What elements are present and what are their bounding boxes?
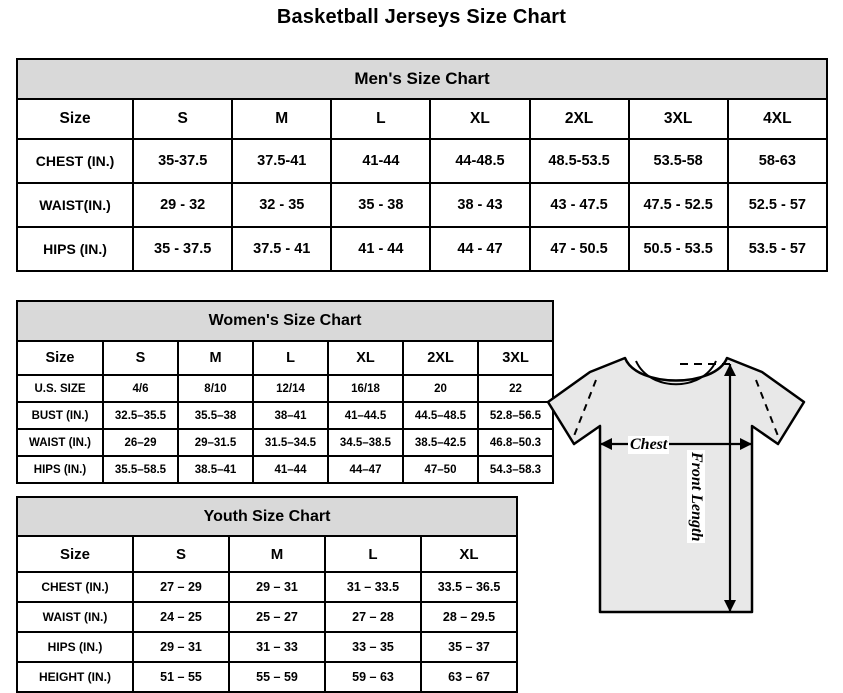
- cell-height-l: 59 – 63: [325, 662, 421, 692]
- cell-us-size-xl: 16/18: [328, 375, 403, 402]
- cell-bust-l: 38–41: [253, 402, 328, 429]
- row-label-waist: WAIST(IN.): [17, 183, 133, 227]
- column-header-xl: XL: [421, 536, 517, 572]
- cell-waist-m: 32 - 35: [232, 183, 331, 227]
- table-row: [17, 429, 553, 456]
- cell-waist-4xl: 52.5 - 57: [728, 183, 827, 227]
- cell-waist-m: 25 – 27: [229, 602, 325, 632]
- cell-waist-2xl: 38.5–42.5: [403, 429, 478, 456]
- youth-chart-banner: Youth Size Chart: [17, 497, 517, 536]
- cell-chest-4xl: 58-63: [728, 139, 827, 183]
- mens-size-chart-table: [16, 58, 828, 272]
- column-header-s: S: [133, 536, 229, 572]
- row-label-hips: HIPS (IN.): [17, 632, 133, 662]
- cell-us-size-3xl: 22: [478, 375, 553, 402]
- table-row: [17, 227, 827, 271]
- cell-chest-2xl: 48.5-53.5: [530, 139, 629, 183]
- cell-waist-s: 24 – 25: [133, 602, 229, 632]
- table-row: [17, 662, 517, 692]
- row-label-hips: HIPS (IN.): [17, 456, 103, 483]
- cell-bust-xl: 41–44.5: [328, 402, 403, 429]
- cell-hips-3xl: 50.5 - 53.5: [629, 227, 728, 271]
- row-label-waist: WAIST (IN.): [17, 602, 133, 632]
- cell-waist-l: 31.5–34.5: [253, 429, 328, 456]
- cell-chest-l: 31 – 33.5: [325, 572, 421, 602]
- cell-bust-s: 32.5–35.5: [103, 402, 178, 429]
- row-label-chest: CHEST (IN.): [17, 572, 133, 602]
- row-label-us-size: U.S. SIZE: [17, 375, 103, 402]
- cell-hips-m: 38.5–41: [178, 456, 253, 483]
- cell-waist-s: 26–29: [103, 429, 178, 456]
- table-banner-row: [17, 59, 827, 99]
- cell-hips-2xl: 47–50: [403, 456, 478, 483]
- table-row: [17, 602, 517, 632]
- chest-measurement-label: Chest: [630, 436, 668, 453]
- column-header-s: S: [133, 99, 232, 139]
- cell-hips-m: 31 – 33: [229, 632, 325, 662]
- mens-chart-banner: Men's Size Chart: [17, 59, 827, 99]
- cell-height-s: 51 – 55: [133, 662, 229, 692]
- cell-hips-l: 41–44: [253, 456, 328, 483]
- column-header-m: M: [229, 536, 325, 572]
- column-header-l: L: [331, 99, 430, 139]
- cell-waist-3xl: 47.5 - 52.5: [629, 183, 728, 227]
- table-header-row: [17, 99, 827, 139]
- cell-waist-s: 29 - 32: [133, 183, 232, 227]
- column-header-size: Size: [17, 536, 133, 572]
- cell-hips-s: 29 – 31: [133, 632, 229, 662]
- cell-waist-xl: 38 - 43: [430, 183, 529, 227]
- page-title: Basketball Jerseys Size Chart: [276, 6, 567, 28]
- cell-waist-2xl: 43 - 47.5: [530, 183, 629, 227]
- cell-hips-s: 35 - 37.5: [133, 227, 232, 271]
- cell-waist-l: 27 – 28: [325, 602, 421, 632]
- cell-chest-xl: 44-48.5: [430, 139, 529, 183]
- cell-chest-xl: 33.5 – 36.5: [421, 572, 517, 602]
- cell-bust-3xl: 52.8–56.5: [478, 402, 553, 429]
- cell-us-size-m: 8/10: [178, 375, 253, 402]
- column-header-4xl: 4XL: [728, 99, 827, 139]
- table-banner-row: [17, 497, 517, 536]
- cell-hips-2xl: 47 - 50.5: [530, 227, 629, 271]
- cell-hips-l: 41 - 44: [331, 227, 430, 271]
- cell-chest-s: 35-37.5: [133, 139, 232, 183]
- cell-us-size-2xl: 20: [403, 375, 478, 402]
- table-row: [17, 456, 553, 483]
- column-header-3xl: 3XL: [629, 99, 728, 139]
- cell-waist-l: 35 - 38: [331, 183, 430, 227]
- cell-bust-m: 35.5–38: [178, 402, 253, 429]
- table-row: [17, 183, 827, 227]
- cell-us-size-l: 12/14: [253, 375, 328, 402]
- cell-hips-xl: 35 – 37: [421, 632, 517, 662]
- table-banner-row: [17, 301, 553, 341]
- column-header-2xl: 2XL: [530, 99, 629, 139]
- cell-waist-3xl: 46.8–50.3: [478, 429, 553, 456]
- front-length-measurement-label: Front Length: [688, 452, 705, 542]
- table-row: [17, 632, 517, 662]
- column-header-size: Size: [17, 99, 133, 139]
- youth-size-chart-table: [16, 496, 518, 693]
- row-label-waist: WAIST (IN.): [17, 429, 103, 456]
- cell-chest-s: 27 – 29: [133, 572, 229, 602]
- row-label-height: HEIGHT (IN.): [17, 662, 133, 692]
- cell-chest-l: 41-44: [331, 139, 430, 183]
- cell-hips-xl: 44 - 47: [430, 227, 529, 271]
- column-header-xl: XL: [328, 341, 403, 375]
- column-header-2xl: 2XL: [403, 341, 478, 375]
- womens-size-chart-table: [16, 300, 554, 484]
- cell-height-m: 55 – 59: [229, 662, 325, 692]
- cell-hips-l: 33 – 35: [325, 632, 421, 662]
- column-header-l: L: [325, 536, 421, 572]
- cell-waist-m: 29–31.5: [178, 429, 253, 456]
- column-header-3xl: 3XL: [478, 341, 553, 375]
- row-label-hips: HIPS (IN.): [17, 227, 133, 271]
- cell-bust-2xl: 44.5–48.5: [403, 402, 478, 429]
- cell-waist-xl: 34.5–38.5: [328, 429, 403, 456]
- table-header-row: [17, 536, 517, 572]
- table-header-row: [17, 341, 553, 375]
- column-header-s: S: [103, 341, 178, 375]
- cell-height-xl: 63 – 67: [421, 662, 517, 692]
- cell-chest-m: 29 – 31: [229, 572, 325, 602]
- column-header-l: L: [253, 341, 328, 375]
- column-header-m: M: [178, 341, 253, 375]
- column-header-size: Size: [17, 341, 103, 375]
- womens-chart-banner: Women's Size Chart: [17, 301, 553, 341]
- row-label-chest: CHEST (IN.): [17, 139, 133, 183]
- column-header-xl: XL: [430, 99, 529, 139]
- cell-hips-3xl: 54.3–58.3: [478, 456, 553, 483]
- jersey-measurement-diagram: [530, 340, 830, 670]
- table-row: [17, 572, 517, 602]
- cell-hips-4xl: 53.5 - 57: [728, 227, 827, 271]
- table-row: [17, 402, 553, 429]
- cell-hips-s: 35.5–58.5: [103, 456, 178, 483]
- cell-hips-xl: 44–47: [328, 456, 403, 483]
- jersey-shirt-icon: [530, 340, 830, 670]
- table-row: [17, 139, 827, 183]
- table-row: [17, 375, 553, 402]
- cell-us-size-s: 4/6: [103, 375, 178, 402]
- cell-chest-m: 37.5-41: [232, 139, 331, 183]
- cell-chest-3xl: 53.5-58: [629, 139, 728, 183]
- row-label-bust: BUST (IN.): [17, 402, 103, 429]
- cell-waist-xl: 28 – 29.5: [421, 602, 517, 632]
- column-header-m: M: [232, 99, 331, 139]
- cell-hips-m: 37.5 - 41: [232, 227, 331, 271]
